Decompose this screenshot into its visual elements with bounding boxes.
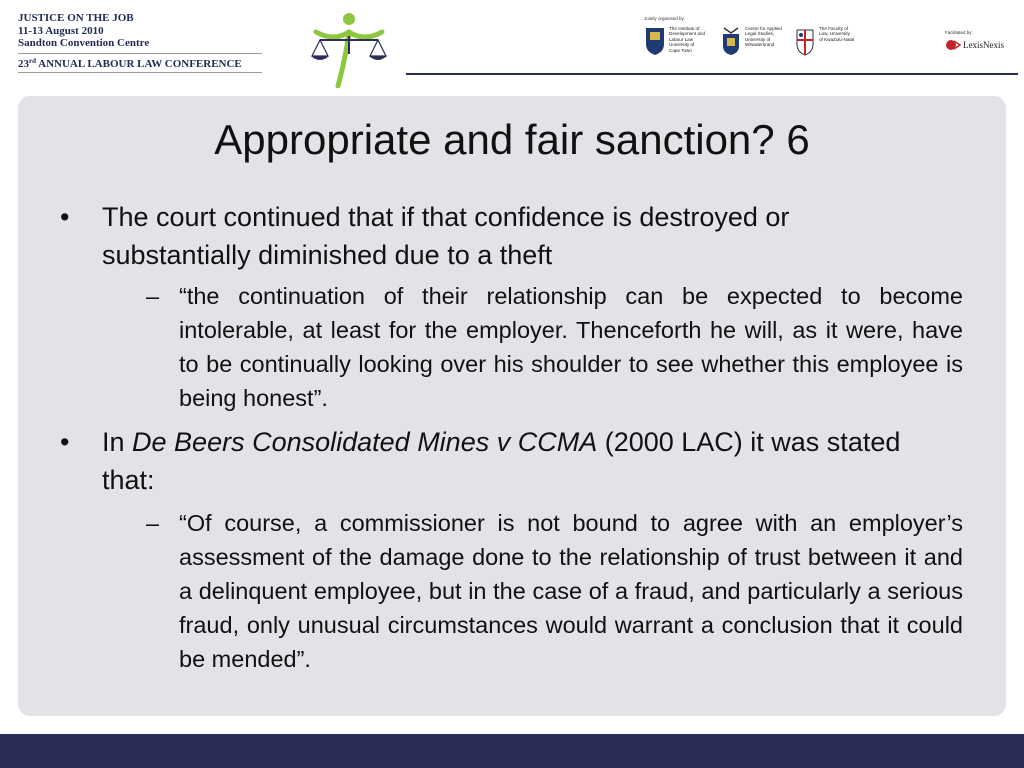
- bullet-prefix: In: [102, 427, 133, 457]
- bullet-item-court-confidence: [60, 198, 942, 274]
- divider: [18, 72, 262, 73]
- quote-text: “the continuation of their relationship can be expected to become intolerable, at least for the employer. Thenceforth he will, as it were, have to be continually looking over his shoulder to see whether this employee is being honest”.: [179, 283, 963, 411]
- facilitator-caption: Facilitated by:: [945, 30, 973, 35]
- dash-marker: –: [146, 283, 160, 309]
- bullet-marker: •: [60, 202, 70, 232]
- annual-conference-label: 23rd ANNUAL LABOUR LAW CONFERENCE: [18, 56, 242, 70]
- dash-marker: –: [146, 510, 160, 536]
- justice-scales-logo-icon: [306, 10, 392, 88]
- footer-band: [0, 734, 1024, 768]
- quote-text: “Of course, a commissioner is not bound to agree with an employer’s assessment of the damage done to the relationship of trust between it and a delinquent employee, but in the case of a fraud, and particularly a serious fraud, only unusual circumstances would warrant a conclusion that it could be mended”.: [179, 510, 963, 672]
- header-divider: [406, 73, 1018, 75]
- ukzn-crest-icon: [794, 26, 816, 56]
- bullet-item-de-beers: [60, 423, 942, 499]
- organiser-uct: [644, 26, 715, 56]
- divider: [18, 53, 262, 54]
- conference-info: [18, 12, 264, 76]
- sub-bullet-relationship-quote: [146, 279, 963, 415]
- case-name: De Beers Consolidated Mines v CCMA: [132, 427, 598, 457]
- organisers-caption: Jointly organised by:: [644, 16, 686, 21]
- organiser-uct-name: The Institute of Development and Labour Law University of Cape Town: [669, 26, 706, 53]
- organiser-wits-name: Centre for Applied Legal Studies, University of Witwatersrand: [745, 26, 782, 48]
- bullet-text: The court continued that if that confidence is destroyed or substantially diminished due to a theft: [102, 202, 790, 270]
- organiser-ukzn: [794, 26, 865, 56]
- slide-title: Appropriate and fair sanction? 6: [214, 116, 810, 163]
- conference-venue: Sandton Convention Centre: [18, 37, 150, 49]
- facilitator-name: LexisNexis: [963, 40, 1004, 50]
- conference-dates: 11-13 August 2010: [18, 24, 104, 37]
- facilitator-logo: [945, 38, 1004, 52]
- bullet-marker: •: [60, 427, 70, 457]
- bullet-list: [60, 198, 964, 676]
- organiser-wits: [720, 26, 791, 56]
- conference-name: JUSTICE ON THE JOB: [18, 12, 134, 24]
- sub-bullet-commissioner-quote: [146, 506, 963, 676]
- lexisnexis-icon: [945, 38, 961, 52]
- bullet-suffix: (2000 LAC) it was stated that:: [102, 427, 901, 495]
- organiser-ukzn-name: The Faculty of Law, University of KwaZulu-Natal: [819, 26, 855, 42]
- uct-crest-icon: [644, 26, 666, 56]
- wits-crest-icon: [720, 26, 742, 56]
